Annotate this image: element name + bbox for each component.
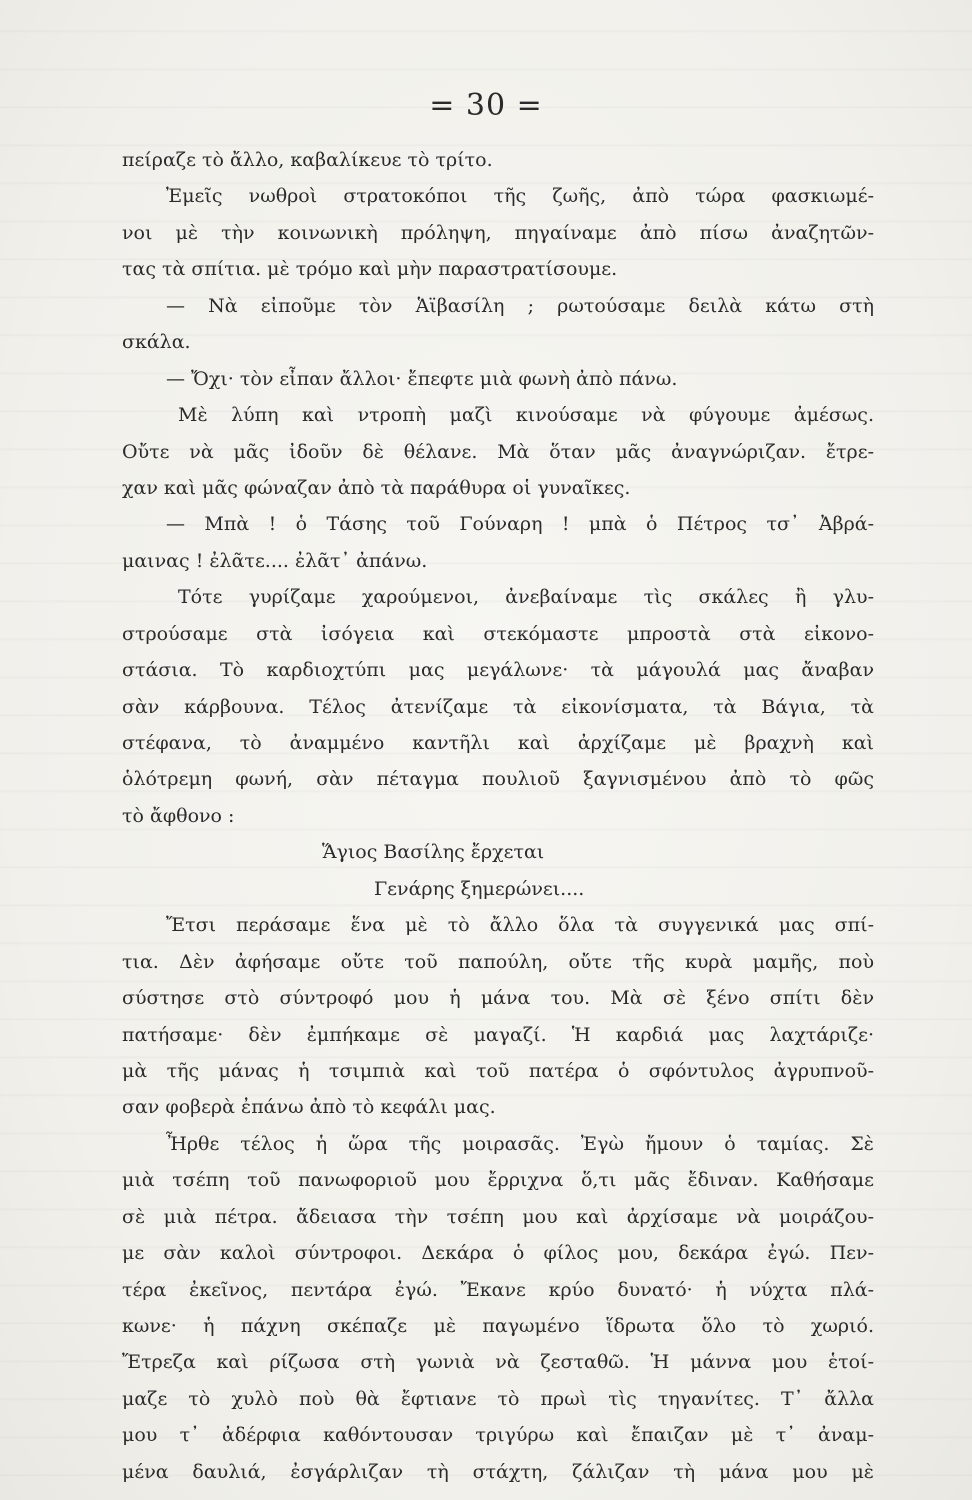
text-line: κωνε· ἡ πάχνη σκέπαζε μὲ παγωμένο ἵδρωτα ὅλο τὸ χωριό.	[122, 1315, 874, 1337]
text-line: μιὰ τσέπη τοῦ πανωφοριοῦ μου ἔρριχνα ὅ,τι μᾶς ἔδιναν. Καθήσαμε	[122, 1169, 874, 1192]
text-line: πείραζε τὸ ἄλλο, καβαλίκευε τὸ τρίτο.	[122, 149, 493, 171]
text-line: στρούσαμε στὰ ἰσόγεια καὶ στεκόμαστε μπροστὰ στὰ εἰκονο-	[122, 622, 874, 645]
text-line: Μὲ λύπη καὶ ντροπὴ μαζὶ κινούσαμε νὰ φύγουμε ἀμέσως.	[178, 404, 874, 427]
text-line: Τότε γυρίζαμε χαρούμενοι, ἀνεβαίναμε τὶς σκάλες ἢ γλυ-	[178, 586, 874, 609]
text-line: μου τ᾽ ἀδέρφια καθόντουσαν τριγύρω καὶ ἔπαιζαν μὲ τ᾽ ἀναμ-	[122, 1424, 874, 1447]
text-line: σὰν κάρβουνα. Τέλος ἀτενίζαμε τὰ εἰκονίσματα, τὰ Βάγια, τὰ	[122, 695, 874, 718]
text-line: χαν καὶ μᾶς φώναζαν ἀπὸ τὰ παράθυρα οἱ γυναῖκες.	[122, 476, 631, 499]
text-line: Οὔτε νὰ μᾶς ἰδοῦν δὲ θέλανε. Μὰ ὅταν μᾶς ἀναγνώριζαν. ἔτρε-	[122, 440, 874, 463]
poem-line: Ἅγιος Βασίλης ἔρχεται	[322, 841, 545, 864]
text-line: στέφανα, τὸ ἀναμμένο καντῆλι καὶ ἀρχίζαμε μὲ βραχνὴ καὶ	[122, 732, 874, 754]
text-line: τας τὰ σπίτια. μὲ τρόμο καὶ μὴν παραστρατίσουμε.	[122, 258, 618, 281]
text-line: τια. Δὲν ἀφήσαμε οὔτε τοῦ παπούλη, οὔτε τῆς κυρὰ μαμῆς, ποὺ	[122, 950, 874, 973]
text-line: νοι μὲ τὴν κοινωνικὴ πρόληψη, πηγαίναμε ἀπὸ πίσω ἀναζητῶν-	[122, 221, 874, 244]
text-line: τέρα ἐκεῖνος, πεντάρα ἐγώ. Ἔκανε κρύο δυνατό· ἡ νύχτα πλά-	[122, 1278, 874, 1301]
text-line: μὰ τῆς μάνας ἡ τσιμπιὰ καὶ τοῦ πατέρα ὁ σφόντυλος ἀγρυπνοῦ-	[122, 1059, 874, 1082]
text-line: σύστησε στὸ σύντροφό μου ἡ μάνα του. Μὰ σὲ ξένο σπίτι δὲν	[122, 987, 874, 1010]
text-line: Ἦρθε τέλος ἡ ὥρα τῆς μοιρασᾶς. Ἐγὼ ἤμουν ὁ ταμίας. Σὲ	[166, 1132, 874, 1155]
text-line: τὸ ἄφθονο :	[122, 804, 235, 827]
text-line: — Νὰ εἰποῦμε τὸν Ἁϊβασίλη ; ρωτούσαμε δειλὰ κάτω στὴ	[166, 294, 874, 317]
text-line: σκάλα.	[122, 331, 191, 354]
text-line: μένα δαυλιά, ἐσγάρλιζαν τὴ στάχτη, ζάλιζαν τὴ μάνα μου μὲ	[122, 1460, 874, 1483]
text-line: — Ὄχι· τὸν εἶπαν ἄλλοι· ἔπεφτε μιὰ φωνὴ ἀπὸ πάνω.	[166, 367, 678, 390]
text-line: μαζε τὸ χυλὸ ποὺ θὰ ἔφτιανε τὸ πρωὶ τὶς τηγανίτες. Τ᾽ ἄλλα	[122, 1387, 874, 1410]
body-text	[122, 142, 874, 1490]
text-line: σαν φοβερὰ ἐπάνω ἀπὸ τὸ κεφάλι μας.	[122, 1096, 496, 1119]
text-line: με σὰν καλοὶ σύντροφοι. Δεκάρα ὁ φίλος μου, δεκάρα ἐγώ. Πεν-	[122, 1242, 874, 1265]
text-line: Ἔτσι περάσαμε ἕνα μὲ τὸ ἄλλο ὅλα τὰ συγγενικά μας σπί-	[166, 914, 874, 937]
text-line: στάσια. Τὸ καρδιοχτύπι μας μεγάλωνε· τὰ μάγουλά μας ἄναβαν	[122, 659, 874, 682]
text-line: σὲ μιὰ πέτρα. ἄδειασα τὴν τσέπη μου καὶ ἀρχίσαμε νὰ μοιράζου-	[122, 1205, 874, 1228]
poem-line: Γενάρης ξημερώνει....	[374, 877, 585, 900]
page-number: = 30 =	[429, 88, 543, 123]
text-line: — Μπὰ ! ὁ Τάσης τοῦ Γούναρη ! μπὰ ὁ Πέτρος τσ᾽ Ἀβρά-	[166, 513, 874, 536]
text-line: Ἐμεῖς νωθροὶ στρατοκόποι τῆς ζωῆς, ἀπὸ τώρα φασκιωμέ-	[166, 185, 874, 208]
text-line: ὁλότρεμη φωνή, σὰν πέταγμα πουλιοῦ ξαγνισμένου ἀπὸ τὸ φῶς	[122, 768, 874, 791]
text-line: Ἔτρεζα καὶ ρίζωσα στὴ γωνιὰ νὰ ζεσταθῶ. Ἡ μάννα μου ἑτοί-	[122, 1351, 874, 1374]
text-line: μαινας ! ἐλᾶτε.... ἐλᾶτ᾽ ἀπάνω.	[122, 549, 428, 572]
text-line: πατήσαμε· δὲν ἐμπήκαμε σὲ μαγαζί. Ἡ καρδιά μας λαχτάριζε·	[122, 1023, 874, 1046]
